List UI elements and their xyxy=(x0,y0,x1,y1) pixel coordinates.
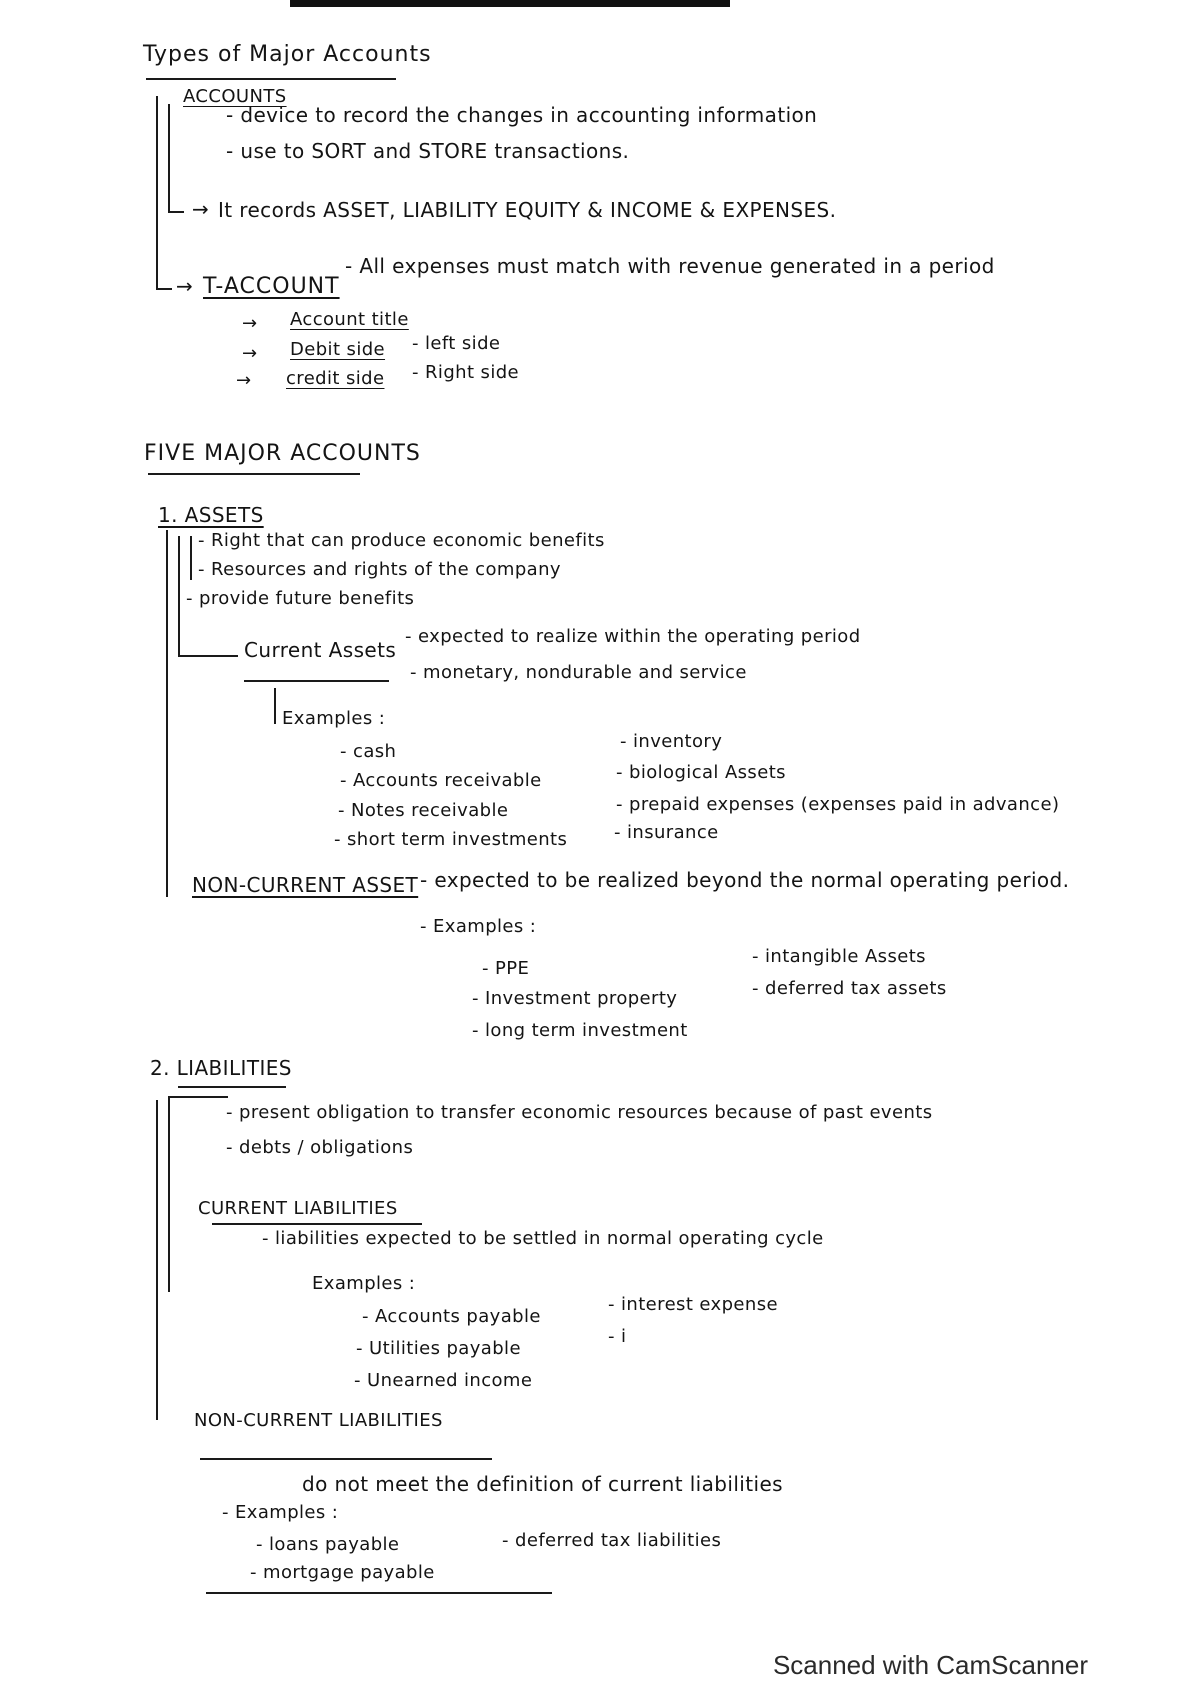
noncurrent-asset-label: NON-CURRENT ASSET xyxy=(192,873,419,897)
example-item: - PPE xyxy=(482,958,530,979)
arrow-stem xyxy=(168,211,184,213)
t-part-desc: - left side xyxy=(412,333,501,354)
example-item: - Utilities payable xyxy=(356,1338,521,1359)
example-item: - Unearned income xyxy=(354,1370,533,1391)
example-item: - long term investment xyxy=(472,1020,688,1041)
current-assets-label: Current Assets xyxy=(244,638,397,662)
records-line: It records ASSET, LIABILITY EQUITY & INCOME & EXPENSES. xyxy=(218,198,837,222)
bracket-line xyxy=(178,536,180,656)
t-account-desc: - All expenses must match with revenue generated in a period xyxy=(345,254,995,278)
noncurrent-examples-label: - Examples : xyxy=(420,916,537,937)
bracket-line xyxy=(156,1100,158,1420)
noncurrent-asset-desc: - expected to be realized beyond the normal operating period. xyxy=(420,868,1070,892)
current-liabilities-desc: - liabilities expected to be settled in normal operating cycle xyxy=(262,1228,824,1249)
accounts-bullet: - device to record the changes in accounting information xyxy=(226,103,818,127)
part-arrow-icon: → xyxy=(236,370,252,391)
section-title-five-major: FIVE MAJOR ACCOUNTS xyxy=(144,441,421,466)
assets-bullet: - Right that can produce economic benefits xyxy=(198,530,605,551)
arrow-stem xyxy=(156,288,172,290)
bracket-line xyxy=(168,1096,170,1292)
camscanner-watermark: Scanned with CamScanner xyxy=(772,1650,1088,1680)
label-underline xyxy=(244,680,389,682)
bracket-line xyxy=(166,530,168,897)
example-item: - i xyxy=(608,1326,627,1347)
example-item: - mortgage payable xyxy=(250,1562,435,1583)
example-item: - deferred tax liabilities xyxy=(502,1530,722,1551)
t-part-name: Account title xyxy=(290,309,409,330)
bracket-line xyxy=(190,536,192,580)
noncurrent-liabilities-desc: do not meet the definition of current liabilities xyxy=(302,1472,783,1496)
noncurrent-liabilities-label: NON-CURRENT LIABILITIES xyxy=(194,1410,443,1431)
bracket-connector xyxy=(168,1096,228,1098)
t-part-name: Debit side xyxy=(290,339,386,360)
title-underline xyxy=(146,78,396,80)
example-item: - Accounts receivable xyxy=(340,770,542,791)
liabilities-examples-label: Examples : xyxy=(312,1273,416,1294)
liabilities-heading: 2. LIABILITIES xyxy=(150,1056,292,1080)
example-item: - prepaid expenses (expenses paid in advance) xyxy=(616,794,1060,815)
noncurrent-liab-examples-label: - Examples : xyxy=(222,1502,339,1523)
assets-examples-label: Examples : xyxy=(282,708,386,729)
records-arrow-icon: → xyxy=(192,197,210,221)
example-item: - loans payable xyxy=(256,1534,400,1555)
accounts-label: ACCOUNTS xyxy=(183,86,287,107)
example-item: - inventory xyxy=(620,731,723,752)
current-liabilities-label: CURRENT LIABILITIES xyxy=(198,1198,398,1219)
liabilities-bullet: - present obligation to transfer economic resources because of past events xyxy=(226,1102,933,1123)
closing-line xyxy=(206,1592,552,1594)
assets-bullet: - provide future benefits xyxy=(186,588,415,609)
t-account-label: T-ACCOUNT xyxy=(203,274,340,299)
bracket-line xyxy=(274,688,276,724)
part-arrow-icon: → xyxy=(242,313,258,334)
label-underline xyxy=(212,1223,422,1225)
heading-underline xyxy=(178,1086,286,1088)
assets-heading: 1. ASSETS xyxy=(158,503,264,527)
bracket-line xyxy=(168,104,170,212)
section-title-types: Types of Major Accounts xyxy=(143,42,432,67)
current-assets-desc: - monetary, nondurable and service xyxy=(410,662,747,683)
example-item: - cash xyxy=(340,741,397,762)
assets-bullet: - Resources and rights of the company xyxy=(198,559,561,580)
example-item: - deferred tax assets xyxy=(752,978,947,999)
t-part-desc: - Right side xyxy=(412,362,520,383)
label-underline xyxy=(200,1458,492,1460)
liabilities-bullet: - debts / obligations xyxy=(226,1137,414,1158)
example-item: - Investment property xyxy=(472,988,678,1009)
example-item: - Notes receivable xyxy=(338,800,509,821)
example-item: - interest expense xyxy=(608,1294,778,1315)
example-item: - biological Assets xyxy=(616,762,786,783)
t-account-arrow-icon: → xyxy=(176,274,194,298)
bracket-connector xyxy=(178,655,238,657)
accounts-bullet: - use to SORT and STORE transactions. xyxy=(226,139,630,163)
t-part-name: credit side xyxy=(286,368,385,389)
example-item: - short term investments xyxy=(334,829,568,850)
bracket-line xyxy=(156,96,158,289)
example-item: - intangible Assets xyxy=(752,946,926,967)
example-item: - insurance xyxy=(614,822,719,843)
current-assets-desc: - expected to realize within the operating period xyxy=(405,626,861,647)
part-arrow-icon: → xyxy=(242,343,258,364)
title-underline xyxy=(148,473,360,475)
example-item: - Accounts payable xyxy=(362,1306,541,1327)
scan-edge-bar xyxy=(290,0,730,7)
